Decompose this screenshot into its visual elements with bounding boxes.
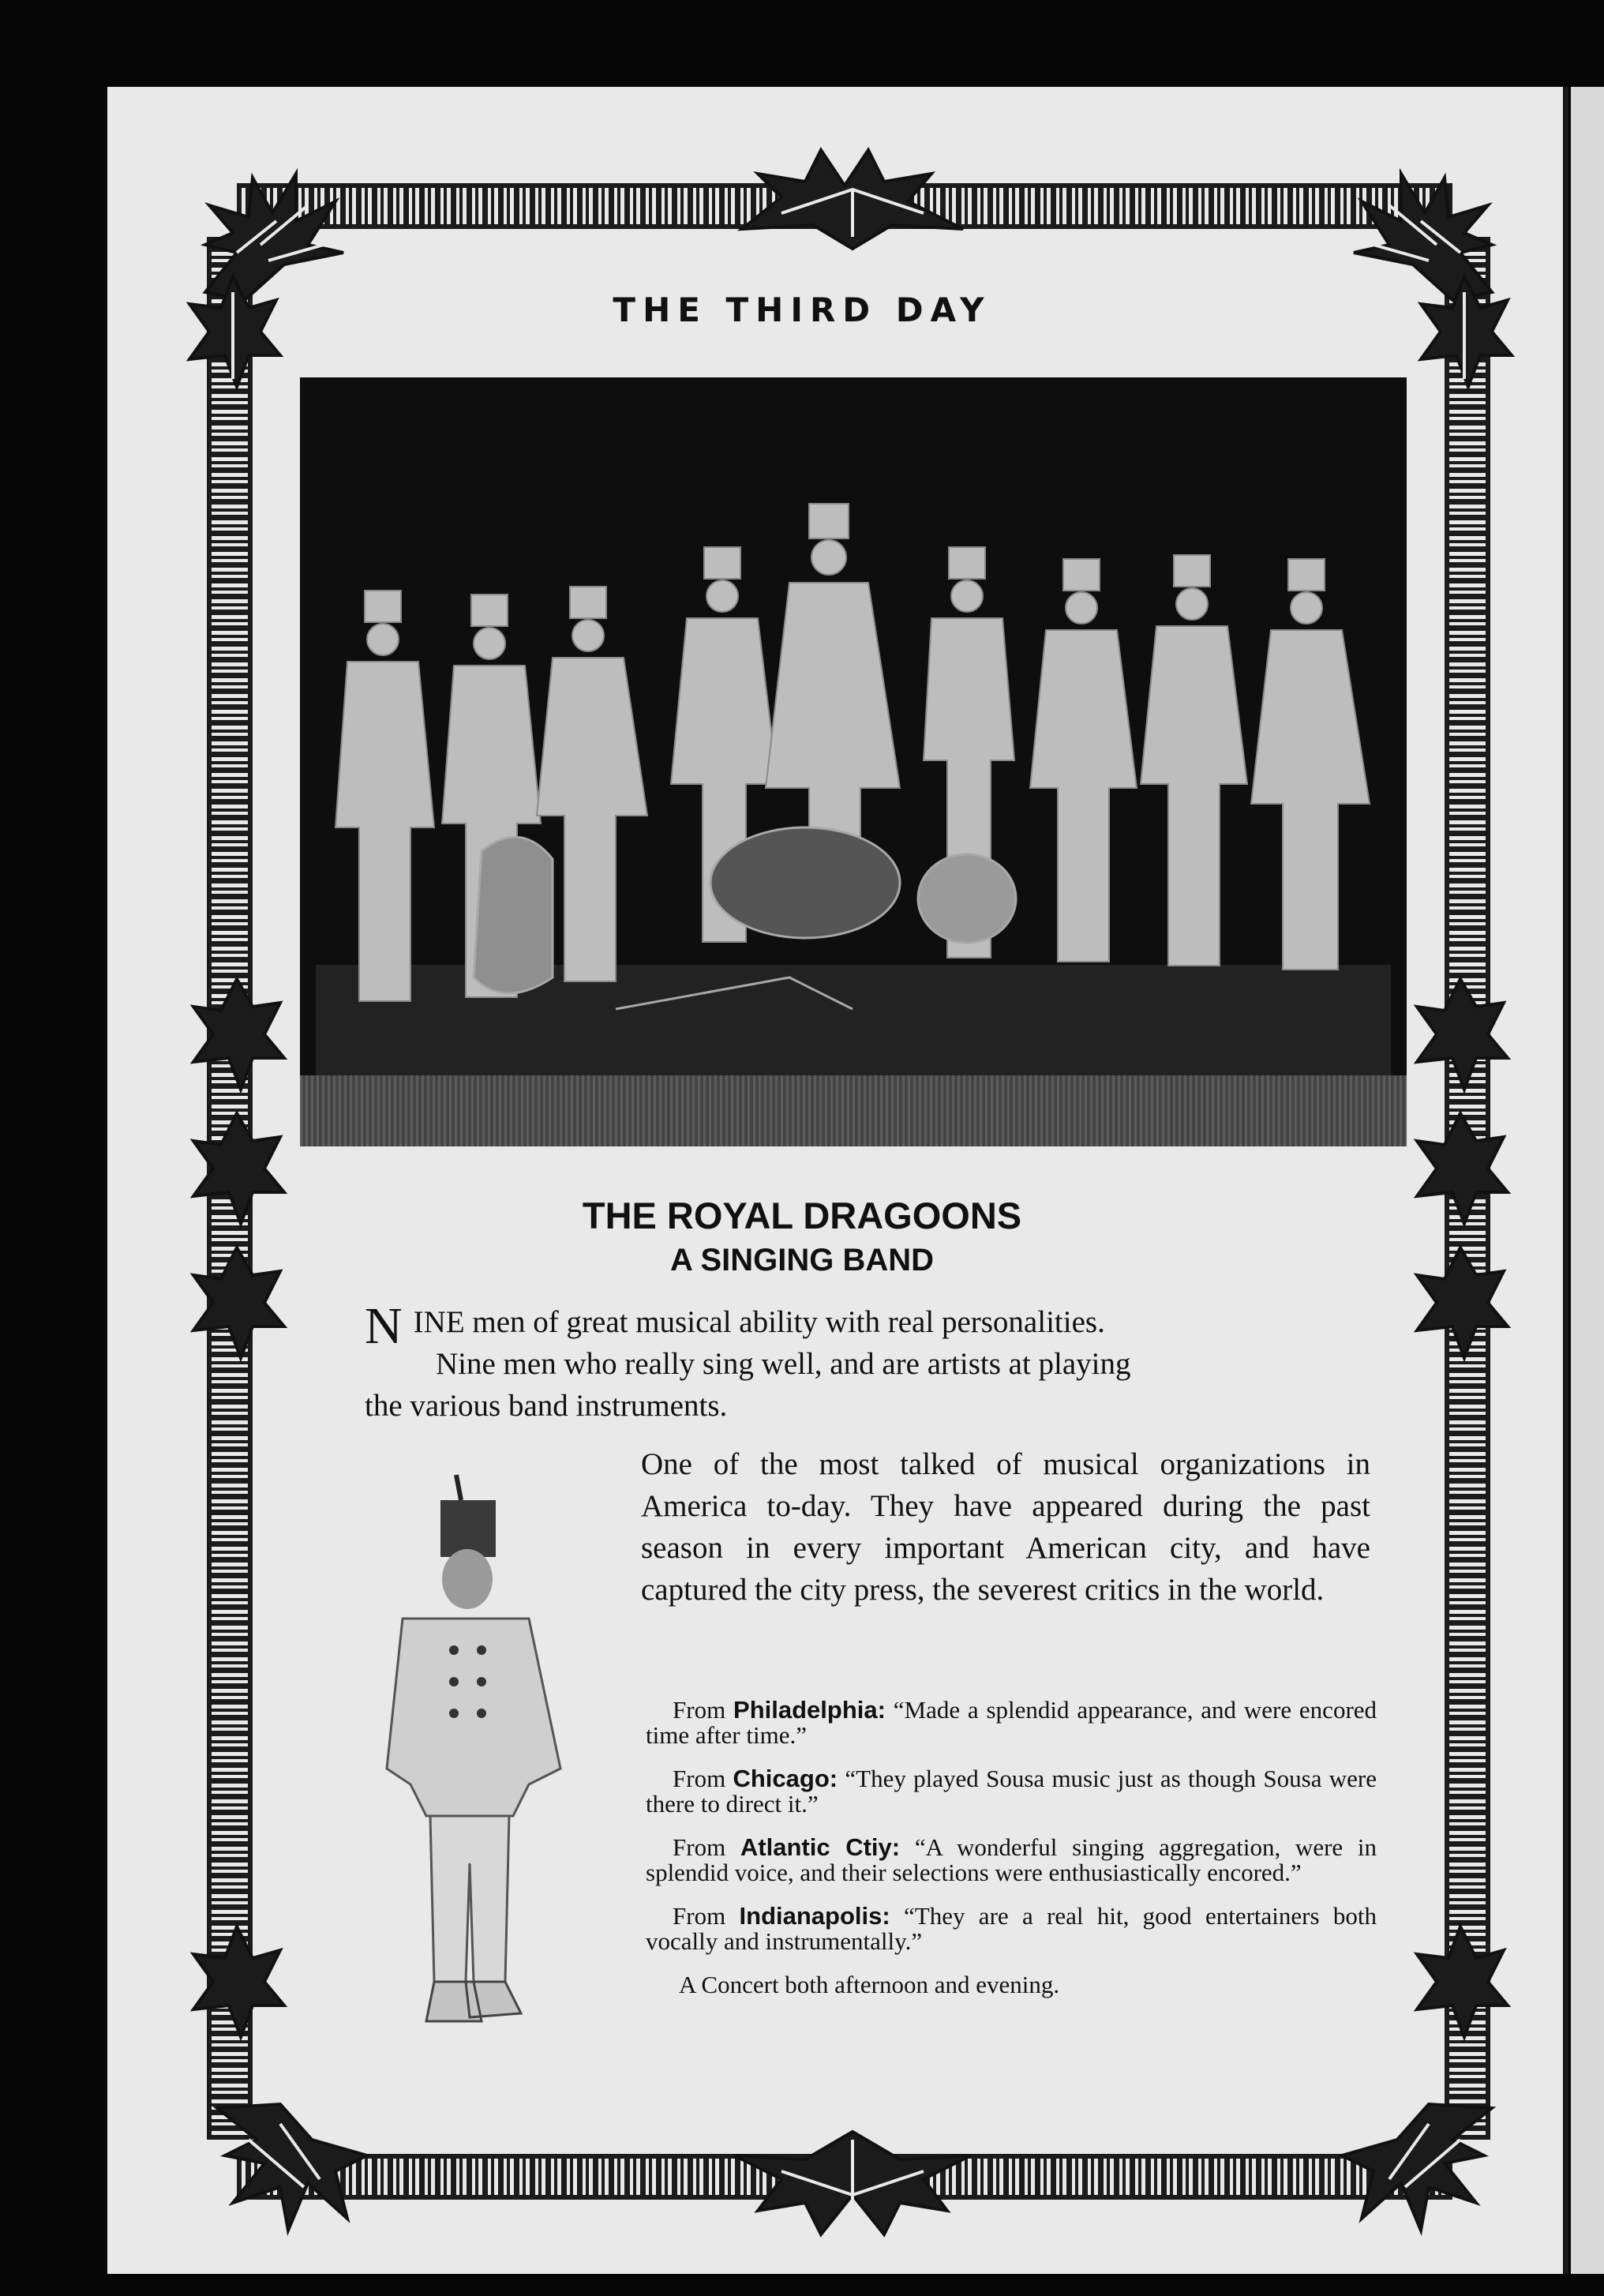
page-heading: THE THIRD DAY — [613, 291, 991, 329]
leaf-ornament-top-center — [734, 142, 971, 253]
leaf-ornament-left-lower — [186, 1919, 288, 2045]
leaf-ornament-left-upper — [182, 268, 284, 395]
band-group-photo — [300, 377, 1407, 1146]
press-quotes — [646, 1698, 1377, 2022]
intro-line-1: INE men of great musical ability with real personalities. — [413, 1305, 1105, 1339]
band-subtitle: A SINGING BAND — [669, 1243, 935, 1277]
band-title: THE ROYAL DRAGOONS — [582, 1195, 1022, 1236]
leaf-vine-left — [182, 971, 292, 1382]
quote-chicago: From Chicago: “They played Sousa music just as though Sousa were there to direct it.” — [646, 1765, 1377, 1818]
quote-indianapolis: From Indianapolis: “They are a real hit, good entertainers both vocally and instrumentally.” — [646, 1902, 1377, 1955]
bandsman-figure — [371, 1469, 576, 2053]
facing-page-edge — [1571, 87, 1604, 2274]
concert-note: A Concert both afternoon and evening. — [679, 1971, 1060, 1998]
leaf-ornament-right-upper — [1413, 268, 1516, 395]
quote-atlantic-city: From Atlantic Ctiy: “A wonderful singing aggregation, were in splendid voice, and their selections were enthusiastically encored.” — [646, 1833, 1377, 1886]
leaf-ornament-bottom-right — [1334, 2092, 1508, 2242]
leaf-ornament-right-lower — [1409, 1919, 1512, 2045]
intro-line-2: Nine men who really sing well, and are artists at playing — [436, 1347, 1131, 1381]
description-paragraph: One of the most talked of musical organizations in America to-day. They have appeared during the past season in every important American city, and have captured the city press, the severest critics in the world. — [641, 1447, 1370, 1607]
leaf-vine-right — [1405, 971, 1516, 1382]
page-gutter — [1564, 87, 1568, 2274]
leaf-ornament-bottom-left — [201, 2092, 375, 2242]
intro-paragraph — [365, 1297, 1369, 1427]
leaf-ornament-bottom-center — [726, 2124, 979, 2242]
intro-line-3: the various band instruments. — [365, 1389, 728, 1423]
quote-philadelphia: From Philadelphia: “Made a splendid appearance, and were encored time after time.” — [646, 1696, 1377, 1749]
band-members-illustration — [300, 377, 1407, 1146]
drop-cap: N — [365, 1297, 403, 1355]
